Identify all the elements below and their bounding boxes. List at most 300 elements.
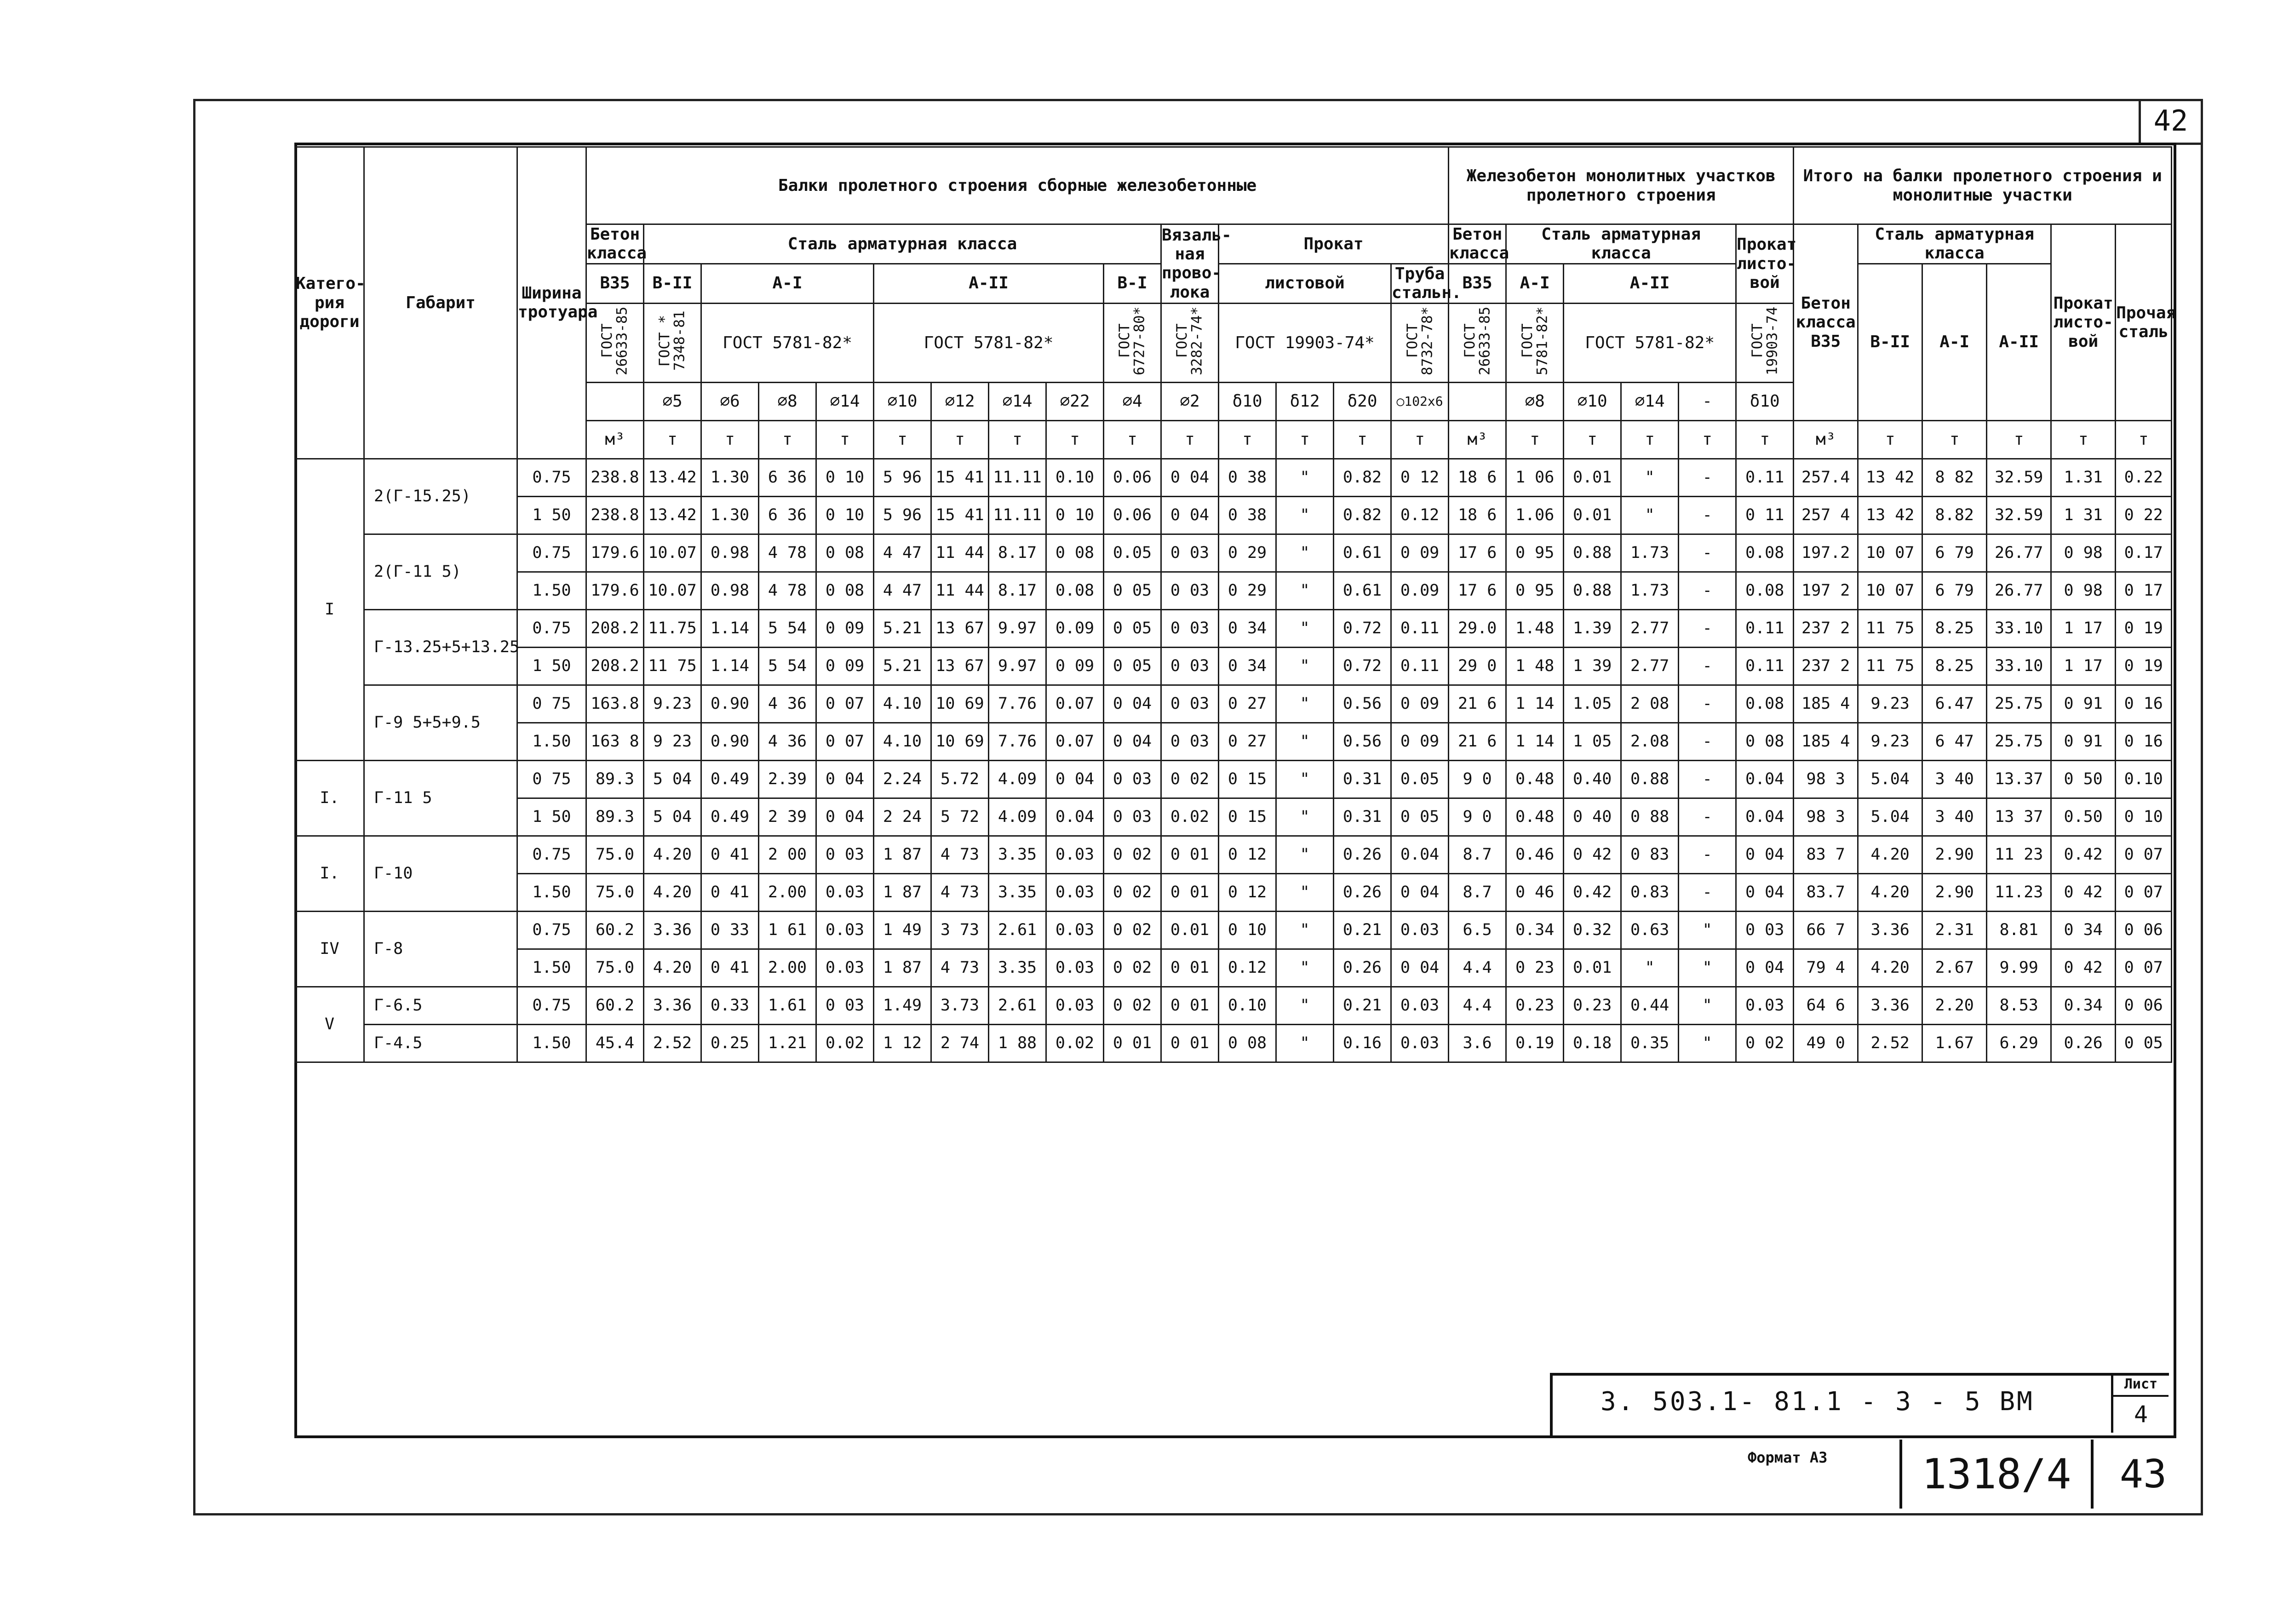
hdr-size: δ10 [1219,382,1276,420]
table-cell: " [1679,1024,1736,1062]
table-cell: 8.25 [1922,609,1987,647]
hdr-unit: м³ [586,420,644,459]
hdr-cls-b1: В-I [1104,264,1161,303]
hdr-unit: т [2051,420,2116,459]
archive-number: 1318/4 [1899,1440,2094,1509]
table-cell: 0.49 [701,798,759,836]
hdr-gabarit: Габарит [364,147,517,459]
table-cell: 0 04 [1736,873,1794,911]
table-cell: 5.04 [1858,798,1922,836]
hdr-unit: т [2116,420,2172,459]
hdr-gost-26633-mono: ГОСТ 26633-85 [1449,303,1506,382]
hdr-unit: т [931,420,989,459]
hdr-rebar-steel: Сталь арматурная класса [644,224,1161,264]
table-cell: 6 36 [759,459,816,496]
table-cell: 0 05 [2116,1024,2172,1062]
table-row [295,459,2172,496]
table-cell: 0.16 [1334,1024,1391,1062]
table-cell: 1 12 [874,1024,931,1062]
table-cell: 4 47 [874,572,931,609]
table-cell: 0.44 [1621,987,1679,1024]
table-cell: 6.5 [1449,911,1506,949]
table-cell: 1.05 [1564,685,1621,723]
table-cell: 2 00 [759,836,816,873]
table-cell: 5.72 [931,760,989,798]
hdr-unit: т [1161,420,1219,459]
table-cell: 4 73 [931,949,989,987]
hdr-rolled: Прокат [1219,224,1449,264]
table-cell: 0.03 [1391,911,1449,949]
table-cell: 7.76 [989,723,1046,760]
table-cell: 29.0 [1449,609,1506,647]
table-cell: 208.2 [586,609,644,647]
table-cell: 11 75 [1858,609,1922,647]
table-cell: 1.67 [1922,1024,1987,1062]
road-category: IV [295,911,364,987]
table-cell: 6 36 [759,496,816,534]
table-cell: " [1621,949,1679,987]
table-cell: 0 42 [2051,873,2116,911]
hdr-knitting-wire: Вязаль-ная прово-лока [1161,224,1219,304]
archive-page: 43 [2119,1451,2167,1497]
table-cell: 0 02 [1104,987,1161,1024]
hdr-unit: т [1621,420,1679,459]
table-cell: 0.48 [1506,760,1564,798]
table-cell: 11 44 [931,572,989,609]
table-cell: 2.67 [1922,949,1987,987]
hdr-size-empty [1449,382,1506,420]
hdr-size-empty [586,382,644,420]
table-cell: 0 01 [1161,949,1219,987]
table-cell: 25.75 [1987,723,2051,760]
table-cell: 0.03 [816,873,874,911]
table-cell: 1.30 [701,459,759,496]
table-cell: 0 40 [1564,798,1621,836]
sidewalk-width: 0.75 [517,987,586,1024]
table-cell: 17 6 [1449,572,1506,609]
table-cell: 13 42 [1858,496,1922,534]
table-cell: 98 3 [1794,798,1858,836]
table-cell: 8 82 [1922,459,1987,496]
table-cell: 0.03 [1046,949,1104,987]
table-cell: 0.08 [1736,685,1794,723]
table-cell: 0.04 [1391,836,1449,873]
table-cell: 0 03 [1736,911,1794,949]
table-row [295,987,2172,1024]
table-cell: 3.73 [931,987,989,1024]
table-row [295,647,2172,685]
table-cell: 0.03 [1391,987,1449,1024]
table-cell: 9 23 [644,723,701,760]
gabarit-label: Г-8 [364,911,517,987]
table-cell: 11.23 [1987,873,2051,911]
table-cell: 0 04 [1104,685,1161,723]
table-cell: 0 09 [1391,685,1449,723]
table-cell: 0.02 [816,1024,874,1062]
road-category: I. [295,760,364,836]
table-cell: 0 03 [1104,760,1161,798]
table-cell: 0 01 [1161,836,1219,873]
table-cell: 3 40 [1922,760,1987,798]
table-cell: 3 73 [931,911,989,949]
hdr-unit: т [1334,420,1391,459]
hdr-gost-7348: ГОСТ * 7348-81 [644,303,701,382]
sidewalk-width: 1.50 [517,949,586,987]
table-cell: 0.82 [1334,459,1391,496]
table-cell: 0.03 [1046,836,1104,873]
table-row [295,911,2172,949]
table-cell: 1 48 [1506,647,1564,685]
table-cell: 21 6 [1449,685,1506,723]
hdr-unit: т [1922,420,1987,459]
table-cell: 0 02 [1104,873,1161,911]
table-cell: 0 10 [816,496,874,534]
table-cell: 8.25 [1922,647,1987,685]
table-cell: 0 38 [1219,496,1276,534]
table-cell: 0 05 [1104,609,1161,647]
hdr-category: Катего-рия дороги [295,147,364,459]
table-cell: 0.61 [1334,534,1391,572]
table-cell: " [1276,459,1334,496]
table-cell: 5.04 [1858,760,1922,798]
table-cell: 0.42 [2051,836,2116,873]
hdr-monolithic: Железобетон монолитных участков пролетного строения [1449,147,1794,224]
table-cell: 0 04 [1736,836,1794,873]
table-cell: 0.49 [701,760,759,798]
table-cell: 0 10 [1219,911,1276,949]
table-cell: 26.77 [1987,534,2051,572]
table-cell: 60.2 [586,911,644,949]
hdr-size: - [1679,382,1736,420]
table-cell: 0.88 [1621,760,1679,798]
table-cell: 21 6 [1449,723,1506,760]
table-row [295,798,2172,836]
table-cell: 0 03 [816,836,874,873]
table-cell: 5 04 [644,760,701,798]
table-cell: 26.77 [1987,572,2051,609]
table-cell: 5 54 [759,647,816,685]
table-cell: 0.25 [701,1024,759,1062]
hdr-gost-5781-a1: ГОСТ 5781-82* [701,303,874,382]
hdr-mono-cls-a2: А-II [1564,264,1736,303]
hdr-unit: т [1736,420,1794,459]
table-cell: 0.03 [1046,987,1104,1024]
table-cell: 0 46 [1506,873,1564,911]
table-cell: 0 05 [1391,798,1449,836]
hdr-gost-8732: ГОСТ 8732-78* [1391,303,1449,382]
table-cell: 1 87 [874,949,931,987]
table-cell: 2 74 [931,1024,989,1062]
table-cell: 4.4 [1449,949,1506,987]
table-cell: 83.7 [1794,873,1858,911]
hdr-tot-cls-a2: А-II [1987,264,2051,420]
table-cell: 4.20 [644,836,701,873]
table-cell: 5 96 [874,459,931,496]
table-cell: 89.3 [586,798,644,836]
table-cell: 163.8 [586,685,644,723]
table-cell: 208.2 [586,647,644,685]
table-cell: 0 29 [1219,572,1276,609]
hdr-unit: т [874,420,931,459]
table-cell: 0.11 [1391,609,1449,647]
table-cell: 0.10 [1219,987,1276,1024]
table-cell: 13 67 [931,609,989,647]
table-cell: 0 50 [2051,760,2116,798]
hdr-totals: Итого на балки пролетного строения и монолитные участки [1794,147,2172,224]
hdr-size: δ12 [1276,382,1334,420]
hdr-mono-b35: В35 [1449,264,1506,303]
sidewalk-width: 1 50 [517,798,586,836]
table-cell: 15 41 [931,459,989,496]
hdr-unit: т [989,420,1046,459]
table-cell: 0.83 [1621,873,1679,911]
table-cell: - [1679,798,1736,836]
table-cell: 9.23 [1858,685,1922,723]
hdr-size: ⌀2 [1161,382,1219,420]
table-cell: 1 14 [1506,723,1564,760]
table-cell: 4.10 [874,685,931,723]
table-cell: 0 03 [1161,534,1219,572]
table-cell: 185 4 [1794,723,1858,760]
hdr-gost-19903: ГОСТ 19903-74* [1219,303,1391,382]
table-cell: 79 4 [1794,949,1858,987]
material-spec-table [294,146,2176,1063]
table-cell: 2.00 [759,873,816,911]
table-cell: 0.10 [2116,760,2172,798]
table-cell: 89.3 [586,760,644,798]
table-cell: 2 08 [1621,685,1679,723]
table-cell: 0.11 [1736,609,1794,647]
table-cell: 9.97 [989,609,1046,647]
table-cell: 11.75 [644,609,701,647]
table-cell: 0.07 [1046,685,1104,723]
sidewalk-width: 1 50 [517,647,586,685]
table-cell: 0.03 [816,949,874,987]
table-cell: 1.61 [759,987,816,1024]
table-row [295,685,2172,723]
table-cell: 0 12 [1219,836,1276,873]
table-cell: 0.98 [701,534,759,572]
table-cell: 0.88 [1564,572,1621,609]
road-category: I [295,459,364,760]
table-cell: 1 39 [1564,647,1621,685]
table-cell: 1 06 [1506,459,1564,496]
table-cell: 9.23 [644,685,701,723]
table-cell: 0.72 [1334,647,1391,685]
table-cell: 0.04 [1736,760,1794,798]
hdr-gost-5781-mono-a2: ГОСТ 5781-82* [1564,303,1736,382]
table-cell: 0 06 [2116,911,2172,949]
table-cell: 11 75 [644,647,701,685]
table-cell: 0.11 [1736,647,1794,685]
table-cell: 3.35 [989,949,1046,987]
table-cell: 0 27 [1219,723,1276,760]
hdr-size: δ20 [1334,382,1391,420]
hdr-size: ⌀14 [816,382,874,420]
table-cell: 0 04 [1046,760,1104,798]
table-cell: 4 47 [874,534,931,572]
hdr-unit: т [1679,420,1736,459]
table-cell: 2.31 [1922,911,1987,949]
table-cell: 13.37 [1987,760,2051,798]
table-cell: 11 44 [931,534,989,572]
hdr-size: ⌀14 [989,382,1046,420]
table-cell: 5 96 [874,496,931,534]
table-cell: 0 19 [2116,647,2172,685]
hdr-cls-a2: А-II [874,264,1104,303]
table-cell: 2.08 [1621,723,1679,760]
table-cell: 0 04 [1161,459,1219,496]
table-cell: 75.0 [586,949,644,987]
table-cell: 11.11 [989,496,1046,534]
table-cell: 0 09 [1391,723,1449,760]
table-cell: 0 01 [1161,1024,1219,1062]
table-cell: 0.26 [2051,1024,2116,1062]
hdr-gost-19903-mono: ГОСТ 19903-74 [1736,303,1794,382]
table-cell: 0 34 [1219,647,1276,685]
table-cell: 237 2 [1794,609,1858,647]
hdr-gost-26633: ГОСТ 26633-85 [586,303,644,382]
table-cell: 0.31 [1334,760,1391,798]
table-cell: 0 16 [2116,685,2172,723]
table-cell: 179.6 [586,572,644,609]
hdr-cls-b2: В-II [644,264,701,303]
table-cell: 0 03 [1104,798,1161,836]
sheet-number: 4 [2111,1396,2169,1433]
sidewalk-width: 0.75 [517,534,586,572]
table-cell: 83 7 [1794,836,1858,873]
table-cell: 0.03 [1391,1024,1449,1062]
table-cell: 0 04 [1736,949,1794,987]
table-cell: 4.20 [1858,836,1922,873]
table-cell: 10.07 [644,572,701,609]
table-cell: 9.97 [989,647,1046,685]
table-cell: 0 07 [2116,949,2172,987]
hdr-unit: т [1046,420,1104,459]
hdr-unit: т [701,420,759,459]
table-cell: 1 49 [874,911,931,949]
hdr-mono-concrete: Бетон класса [1449,225,1509,263]
table-cell: 0.11 [1391,647,1449,685]
table-cell: - [1679,609,1736,647]
table-cell: 0.19 [1506,1024,1564,1062]
table-cell: 4.4 [1449,987,1506,1024]
table-cell: 0.02 [1046,1024,1104,1062]
table-cell: 0 91 [2051,685,2116,723]
hdr-unit: т [759,420,816,459]
table-cell: 60.2 [586,987,644,1024]
table-cell: 0.32 [1564,911,1621,949]
table-cell: 0 98 [2051,534,2116,572]
table-row [295,572,2172,609]
sidewalk-width: 1 50 [517,496,586,534]
table-cell: 0.09 [1046,609,1104,647]
gabarit-label: Г-4.5 [364,1024,517,1062]
table-cell: 0 05 [1104,572,1161,609]
hdr-unit: т [1276,420,1334,459]
table-cell: 10.07 [644,534,701,572]
table-cell: 1 17 [2051,647,2116,685]
table-cell: 0.12 [1391,496,1449,534]
table-cell: 2.90 [1922,836,1987,873]
table-cell: 0 27 [1219,685,1276,723]
table-cell: 3.36 [1858,987,1922,1024]
table-cell: 0 03 [1161,685,1219,723]
table-cell: 13 42 [1858,459,1922,496]
hdr-tot-cls-b2: В-II [1858,264,1922,420]
table-cell: 0 11 [1736,496,1794,534]
hdr-unit: т [1564,420,1621,459]
table-cell: 0 83 [1621,836,1679,873]
gabarit-label: 2(Г-15.25) [364,459,517,534]
table-cell: 5.21 [874,647,931,685]
sidewalk-width: 0.75 [517,459,586,496]
table-cell: 0 06 [2116,987,2172,1024]
table-cell: 0 42 [2051,949,2116,987]
table-cell: 0 03 [1161,647,1219,685]
table-cell: 4 36 [759,723,816,760]
hdr-unit: т [816,420,874,459]
table-cell: 0 01 [1104,1024,1161,1062]
table-cell: 0 91 [2051,723,2116,760]
table-cell: 0 08 [816,534,874,572]
table-cell: - [1679,723,1736,760]
table-cell: 8.7 [1449,836,1506,873]
hdr-mono-rebar: Сталь арматурная класса [1506,224,1736,264]
sidewalk-width: 1.50 [517,1024,586,1062]
table-cell: 1 61 [759,911,816,949]
table-row [295,949,2172,987]
table-cell: 0 05 [1104,647,1161,685]
table-cell: 9.23 [1858,723,1922,760]
hdr-mono-rolled-sheet: Прокат листо-вой [1736,224,1794,304]
table-cell: 0.01 [1564,459,1621,496]
table-cell: 9 0 [1449,760,1506,798]
table-cell: 64 6 [1794,987,1858,1024]
table-cell: " [1276,1024,1334,1062]
hdr-size: ⌀5 [644,382,701,420]
table-cell: " [1276,647,1334,685]
table-cell: 18 6 [1449,496,1506,534]
sidewalk-width: 0.75 [517,609,586,647]
table-cell: 33.10 [1987,647,2051,685]
table-cell: 2.52 [1858,1024,1922,1062]
table-cell: 0 23 [1506,949,1564,987]
table-cell: 0.40 [1564,760,1621,798]
table-cell: 0 88 [1621,798,1679,836]
table-cell: 4 78 [759,572,816,609]
table-cell: " [1679,949,1736,987]
hdr-unit: т [1391,420,1449,459]
hdr-unit: т [1858,420,1922,459]
table-cell: 0.08 [1046,572,1104,609]
table-cell: 0 09 [816,647,874,685]
table-cell: - [1679,459,1736,496]
table-cell: 1 87 [874,836,931,873]
table-cell: 0 41 [701,836,759,873]
table-cell: 179.6 [586,534,644,572]
table-cell: 0.26 [1334,949,1391,987]
table-cell: 0.10 [1046,459,1104,496]
hdr-rolled-sheet: листовой [1219,264,1391,303]
table-cell: " [1276,873,1334,911]
table-cell: 185 4 [1794,685,1858,723]
table-cell: 0 08 [816,572,874,609]
table-cell: 11.11 [989,459,1046,496]
table-cell: 0 03 [1161,723,1219,760]
table-cell: 0 09 [1046,647,1104,685]
table-cell: 4.20 [1858,949,1922,987]
